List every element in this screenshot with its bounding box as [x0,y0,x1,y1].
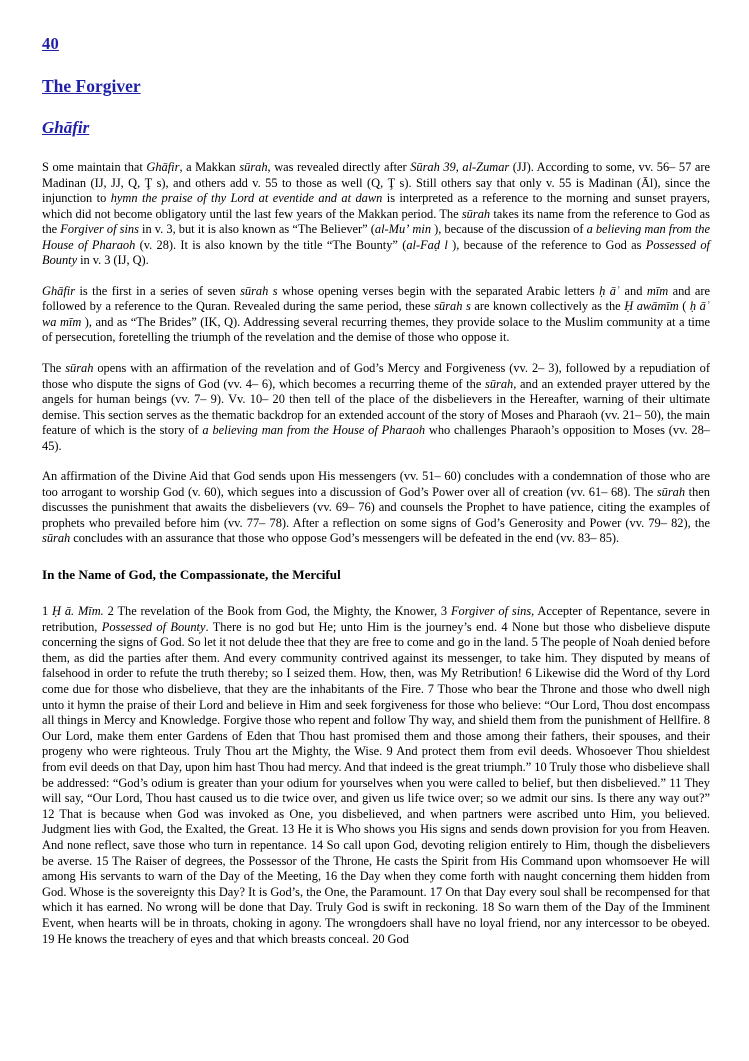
surah-title-line [42,76,710,118]
verse-text-block: 1 Ḥ ā. Mīm. 2 The revelation of the Book from God, the Mighty, the Knower, 3 Forgiver of sins, Accepter of Repentance, severe in retribution, Possessed of Bounty. There is no god but He; unto Him is the journey’s end. 4 None but those who disbelieve dispute concerning the signs of God. So let it not delude thee that they are free to come and go in the land. 5 The people of Noah denied before them, as did the parties after them. And every community contrived against its messenger, to take him. They disputed by means of falsehood in order to refute the truth thereby; so I seized them. How, then, was My Retribution! 6 Likewise did the Word of thy Lord come due for those who disbelieve, that they are the inhabitants of the Fire. 7 Those who bear the Throne and those who dwell nigh unto it hymn the praise of their Lord and believe in Him and seek forgiveness for those who believe: “Our Lord, Thou dost encompass all things in Mercy and Knowledge. Forgive those who repent and follow Thy way, and shield them from the punishment of Hellfire. 8 Our Lord, make them enter Gardens of Eden that Thou hast promised them and those among their fathers, their spouses, and their progeny who were righteous. Truly Thou art the Mighty, the Wise. 9 And protect them from evil deeds. Whosoever Thou shieldest from evil deeds on that Day, upon him hast Thou had mercy. And that indeed is the great triumph.” 10 Truly those who disbelieve shall be addressed: “God’s odium is greater than your odium for yourselves when you were called to belief, but then disbelieved.” 11 They will say, “Our Lord, Thou hast caused us to die twice over, and given us life twice over; so we admit our sins. Is there any way out?” 12 That is because when God was invoked as One, you disbelieved, and when partners were ascribed unto Him, you believed. Judgment lies with God, the Exalted, the Great. 13 He it is Who shows you His signs and sends down provision for you from Heaven. And none reflect, save those who turn in repentance. 14 So call upon God, devoting religion entirely to Him, though the disbelievers be averse. 15 The Raiser of degrees, the Possessor of the Throne, He casts the Spirit from His Command upon whomsoever He will among His servants to warn of the Day of the Meeting, 16 the Day when they come forth with naught concerning them hidden from God. Whose is the sovereignty this Day? It is God’s, the One, the Paramount. 17 On that Day every soul shall be recompensed for that which it has earned. No wrong will be done that Day. Truly God is swift in reckoning. 18 So warn them of the Day of the Imminent Event, when hearts will be in throats, choking in agony. The wrongdoers shall have no loyal friend, nor any intercessor to be obeyed. 19 He knows the treachery of eyes and that which breasts conceal. 20 God [42,604,710,946]
surah-transliteration-line [42,118,710,160]
intro-paragraph-2: Ghāfir is the first in a series of seven sūrah s whose opening verses begin with the separated Arabic letters ḥ āʾ and mīm and are followed by a reference to the Quran. Revealed during the same period, these sūrah s are known collectively as the Ḥ awāmīm ( ḥ āʾ wa mīm ), and as “The Brides” (IK, Q). Addressing several recurring themes, they provide solace to the Muslim community at a time of persecution, foretelling the triumph of the revelation and the demise of those who oppose it. [42,283,711,345]
page-content [42,34,710,947]
surah-number-line [42,34,710,76]
intro-paragraph-1: S ome maintain that Ghāfir, a Makkan sūrah, was revealed directly after Sūrah 39, al-Zumar (JJ). According to some, vv. 56– 57 are Madinan (IJ, JJ, Q, Ţ s), and others add v. 55 to those as well (Q, Ţ s). Still others say that only v. 55 is Madinan (Āl), since the injunction to hymn the praise of thy Lord at eventide and at dawn is interpreted as a reference to the morning and sunset prayers, which did not become obligatory until the last few years of the Makkan period. The sūrah takes its name from the reference to God as the Forgiver of sins in v. 3, but it is also known as “The Believer” (al-Muʼ min ), because of the discussion of a believing man from the House of Pharaoh (v. 28). It is also known by the title “The Bounty” (al-Faḍ l ), because of the reference to God as Possessed of Bounty in v. 3 (IJ, Q). [42,160,710,268]
basmala-heading: In the Name of God, the Compassionate, the Merciful [42,567,341,583]
intro-paragraph-3: The sūrah opens with an affirmation of the revelation and of God’s Mercy and Forgiveness (vv. 2– 3), followed by a repudiation of those who dispute the signs of God (vv. 4– 6), which becomes a recurring theme of the sūrah, and an extended prayer uttered by the angels for human beings (vv. 7– 9). Vv. 10– 20 then tell of the place of the disbelievers in the Hereafter, warning of their ultimate demise. This section serves as the thematic backdrop for an extended account of the story of Moses and Pharaoh (vv. 21– 50), the main feature of which is the story of a believing man from the House of Pharaoh who challenges Pharaoh’s opposition to Moses (vv. 28– 45). [42,361,710,453]
surah-transliteration[interactable]: Ghāfir [42,118,90,137]
surah-number[interactable]: 40 [42,34,59,53]
surah-title[interactable]: The Forgiver [42,76,141,96]
intro-paragraph-4: An affirmation of the Divine Aid that God sends upon His messengers (vv. 51– 60) concludes with a condemnation of those who are too arrogant to worship God (v. 60), which segues into a discussion of God’s Power over all of creation (vv. 61– 68). The sūrah then discusses the punishment that awaits the disbelievers (vv. 69– 76) and counsels the Prophet to have patience, citing the examples of prophets who prevailed before him (vv. 77– 78). After a reflection on some signs of God’s Generosity and Power (vv. 79– 82), the sūrah concludes with an assurance that those who oppose God’s messengers will be defeated in the end (vv. 83– 85). [42,469,710,546]
